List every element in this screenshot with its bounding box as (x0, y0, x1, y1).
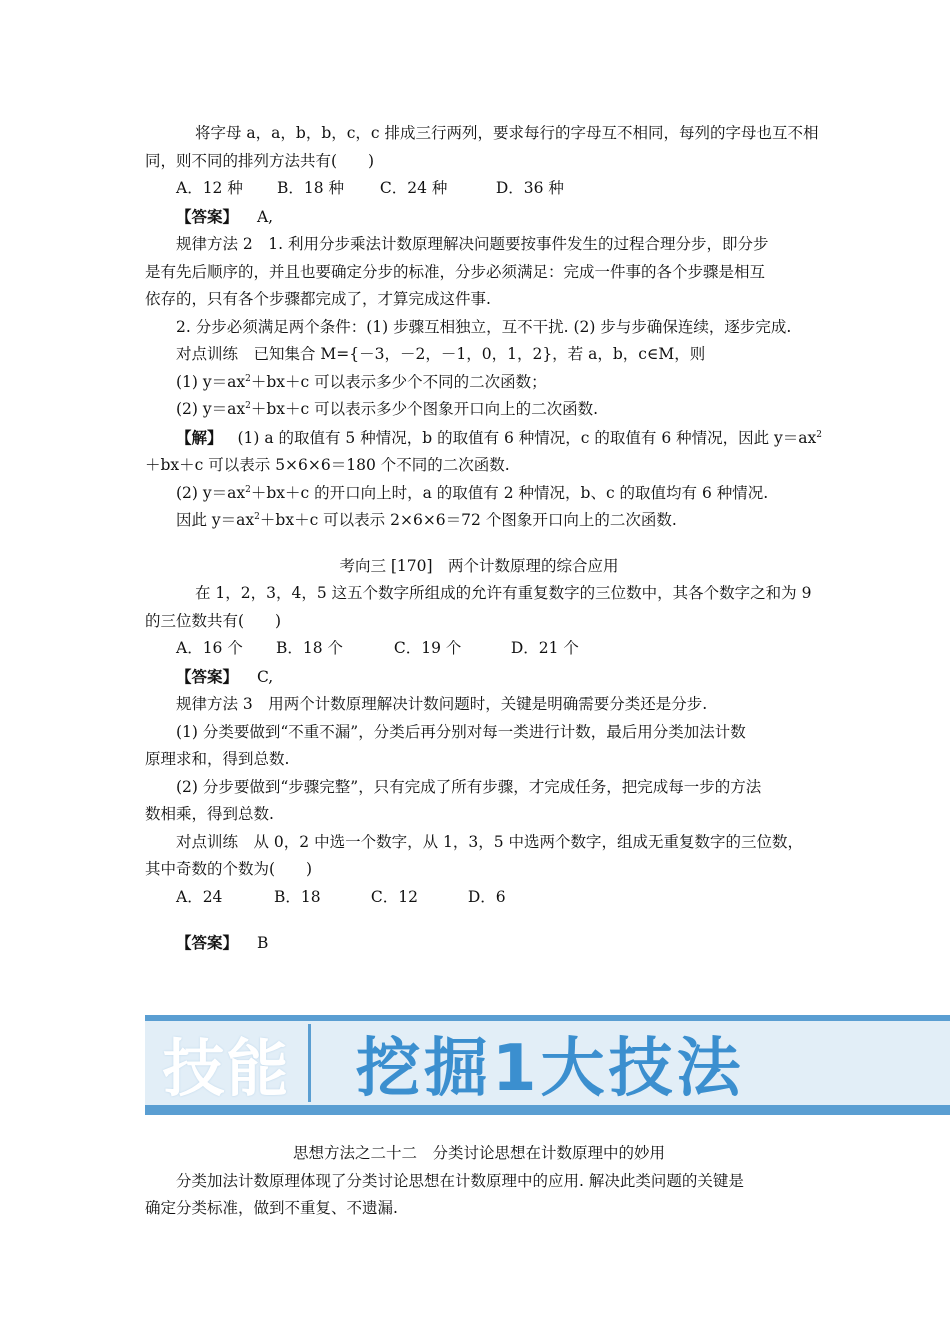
option-c: C．12 (370, 887, 418, 906)
practice2-line1: 对点训练 从 0，2 中选一个数字，从 1，3，5 中选两个数字，组成无重复数字的三位数， (176, 832, 804, 851)
practice1-question1 (145, 369, 813, 397)
sol4-post: ＋bx＋c 可以表示 2×6×6＝72 个图象开口向上的二次函数. (259, 511, 677, 529)
section3-heading: 考向三 [170] 两个计数原理的综合应用 (339, 556, 619, 575)
method2-line1: 规律方法 2 1. 利用分步乘法计数原理解决问题要按事件发生的过程合理分步，即分步 (176, 235, 769, 253)
method3-line5: 数相乘，得到总数. (145, 805, 274, 823)
problem1-answer (145, 203, 813, 232)
banner-left-text: 技能 (162, 1031, 291, 1105)
q1-sup: 2 (245, 373, 251, 384)
practice2-answer (145, 929, 813, 958)
answer-value: C, (256, 667, 274, 686)
answer-tag: 【答案】 (176, 666, 239, 686)
banner-right-text: 挖掘1大技法 (356, 1032, 745, 1106)
method3-line2: (1) 分类要做到“不重不漏”，分类后再分别对每一类进行计数，最后用分类加法计数 (176, 722, 746, 741)
option-b: B．18 (273, 887, 321, 906)
practice1-solution-line2: ＋bx＋c 可以表示 5×6×6＝180 个不同的二次函数. (145, 456, 510, 474)
option-d: D．36 种 (495, 179, 564, 197)
answer-tag: 【答案】 (176, 933, 239, 952)
practice1-line1: 对点训练 已知集合 M={－3，－2，－1，0，1，2}，若 a，b，c∈M，则 (176, 345, 706, 363)
option-a: A．24 (176, 887, 223, 906)
sol3-pre: (2) y＝ax (176, 483, 246, 502)
sol3-sup: 2 (245, 484, 251, 495)
sol1-sup: 2 (816, 429, 823, 440)
document-body (145, 120, 823, 958)
option-c: C．19 个 (393, 639, 462, 657)
skills-banner (145, 1015, 950, 1115)
solution-tag: 【解】 (176, 427, 223, 447)
option-d: D．21 个 (510, 639, 579, 657)
practice2-line2: 其中奇数的个数为( ) (145, 860, 313, 878)
problem2-options (145, 635, 813, 663)
method3-line1: 规律方法 3 用两个计数原理解决计数问题时，关键是明确需要分类还是分步. (176, 695, 708, 713)
option-d: D．6 (467, 887, 506, 906)
sol4-pre: 因此 y＝ax (176, 511, 255, 529)
sol1-pre: (1) a 的取值有 5 种情况，b 的取值有 6 种情况，c 的取值有 6 种情况，因此 y＝ax (237, 428, 817, 447)
problem1-options (145, 175, 813, 203)
option-a: A．12 种 (176, 179, 243, 197)
bottom-heading: 思想方法之二十二 分类讨论思想在计数原理中的妙用 (292, 1144, 665, 1162)
option-a: A．16 个 (176, 639, 243, 657)
method3-line3: 原理求和，得到总数. (145, 750, 290, 768)
sol3-post: ＋bx＋c 的开口向上时，a 的取值有 2 种情况，b、c 的取值均有 6 种情况. (250, 483, 769, 502)
method2-line4: 2. 分步必须满足两个条件：(1) 步骤互相独立，互不干扰. (2) 步与步确保连续，逐步完成. (176, 317, 792, 336)
q1-post: ＋bx＋c 可以表示多少个不同的二次函数； (250, 372, 547, 391)
problem1-stem-line1: 将字母 a，a，b，b，c，c 排成三行两列，要求每行的字母互不相同，每列的字母也互不相 (195, 124, 819, 142)
problem2-answer (145, 663, 813, 692)
practice1-solution-line3 (145, 480, 813, 508)
method3-line4: (2) 分步要做到“步骤完整”，只有完成了所有步骤，才完成任务，把完成每一步的方法 (176, 777, 762, 796)
practice1-solution-line4 (145, 507, 813, 535)
practice1-question2 (145, 396, 813, 424)
q2-sup: 2 (245, 400, 251, 411)
option-c: C．24 种 (379, 179, 448, 197)
practice1-solution-line1 (145, 424, 823, 453)
option-b: B．18 个 (275, 639, 343, 657)
q2-post: ＋bx＋c 可以表示多少个图象开口向上的二次函数. (250, 400, 599, 418)
answer-tag: 【答案】 (176, 206, 239, 226)
bottom-section (145, 1140, 813, 1223)
option-b: B．18 种 (276, 179, 344, 197)
problem1-stem-line2: 同，则不同的排列方法共有( ) (145, 151, 375, 170)
method2-line2: 是有先后顺序的，并且也要确定分步的标准，分步必须满足：完成一件事的各个步骤是相互 (145, 262, 766, 281)
q1-pre: (1) y＝ax (176, 372, 246, 391)
bottom-line1: 分类加法计数原理体现了分类讨论思想在计数原理中的应用. 解决此类问题的关键是 (176, 1171, 744, 1190)
method2-line3: 依存的，只有各个步骤都完成了，才算完成这件事. (145, 290, 491, 308)
bottom-line2: 确定分类标准，做到不重复、不遗漏. (145, 1199, 398, 1217)
answer-value: A, (256, 207, 274, 226)
sol4-sup: 2 (254, 511, 260, 522)
problem2-stem-line2: 的三位数共有( ) (145, 611, 282, 630)
problem2-stem-line1: 在 1，2，3，4，5 这五个数字所组成的允许有重复数字的三位数中，其各个数字之和为 9 (195, 584, 812, 602)
practice2-options (145, 884, 813, 912)
q2-pre: (2) y＝ax (176, 400, 246, 418)
answer-value: B (256, 934, 269, 952)
